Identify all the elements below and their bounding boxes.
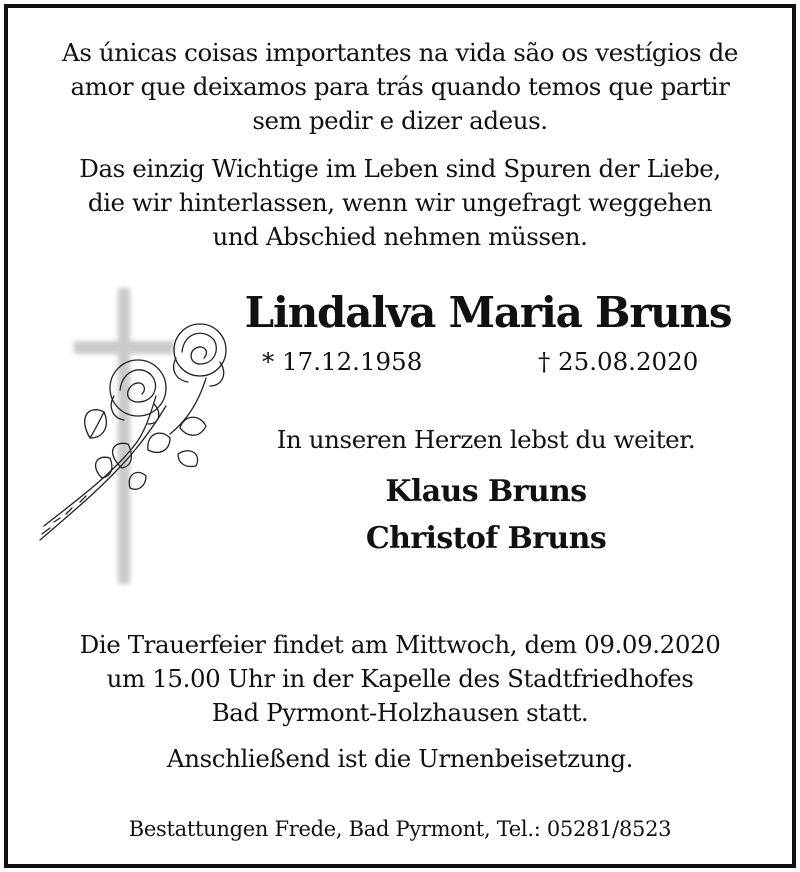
service-line-3: Bad Pyrmont-Holzhausen statt. bbox=[211, 698, 589, 727]
service-line-2: um 15.00 Uhr in der Kapelle des Stadtfriedhofes bbox=[106, 664, 694, 693]
cross-with-roses-icon bbox=[30, 278, 230, 588]
service-line-1: Die Trauerfeier findet am Mittwoch, dem 09.09.2020 bbox=[79, 630, 721, 659]
urn-burial-line: Anschließend ist die Urnenbeisetzung. bbox=[166, 744, 634, 773]
survivor-name: Klaus Bruns bbox=[385, 474, 587, 509]
verse-pt-line-2: amor que deixamos para trás quando temos que partir bbox=[70, 72, 730, 101]
verse-pt-line-1: As únicas coisas importantes na vida são os vestígios de bbox=[62, 38, 738, 67]
death-date: † 25.08.2020 bbox=[538, 347, 699, 376]
verse-de-line-2: die wir hinterlassen, wenn wir ungefragt weggehen bbox=[87, 188, 713, 217]
verse-pt-line-3: sem pedir e dizer adeus. bbox=[252, 106, 548, 135]
verse-de-line-3: und Abschied nehmen müssen. bbox=[212, 222, 588, 251]
verse-de-line-1: Das einzig Wichtige im Leben sind Spuren der Liebe, bbox=[79, 154, 721, 183]
deceased-name: Lindalva Maria Bruns bbox=[244, 288, 732, 337]
survivor-name: Christof Bruns bbox=[365, 521, 607, 556]
funeral-home-contact: Bestattungen Frede, Bad Pyrmont, Tel.: 05281/8523 bbox=[128, 817, 672, 841]
obituary-notice bbox=[4, 4, 796, 868]
remembrance-line: In unseren Herzen lebst du weiter. bbox=[276, 425, 696, 454]
birth-date: * 17.12.1958 bbox=[262, 347, 423, 376]
